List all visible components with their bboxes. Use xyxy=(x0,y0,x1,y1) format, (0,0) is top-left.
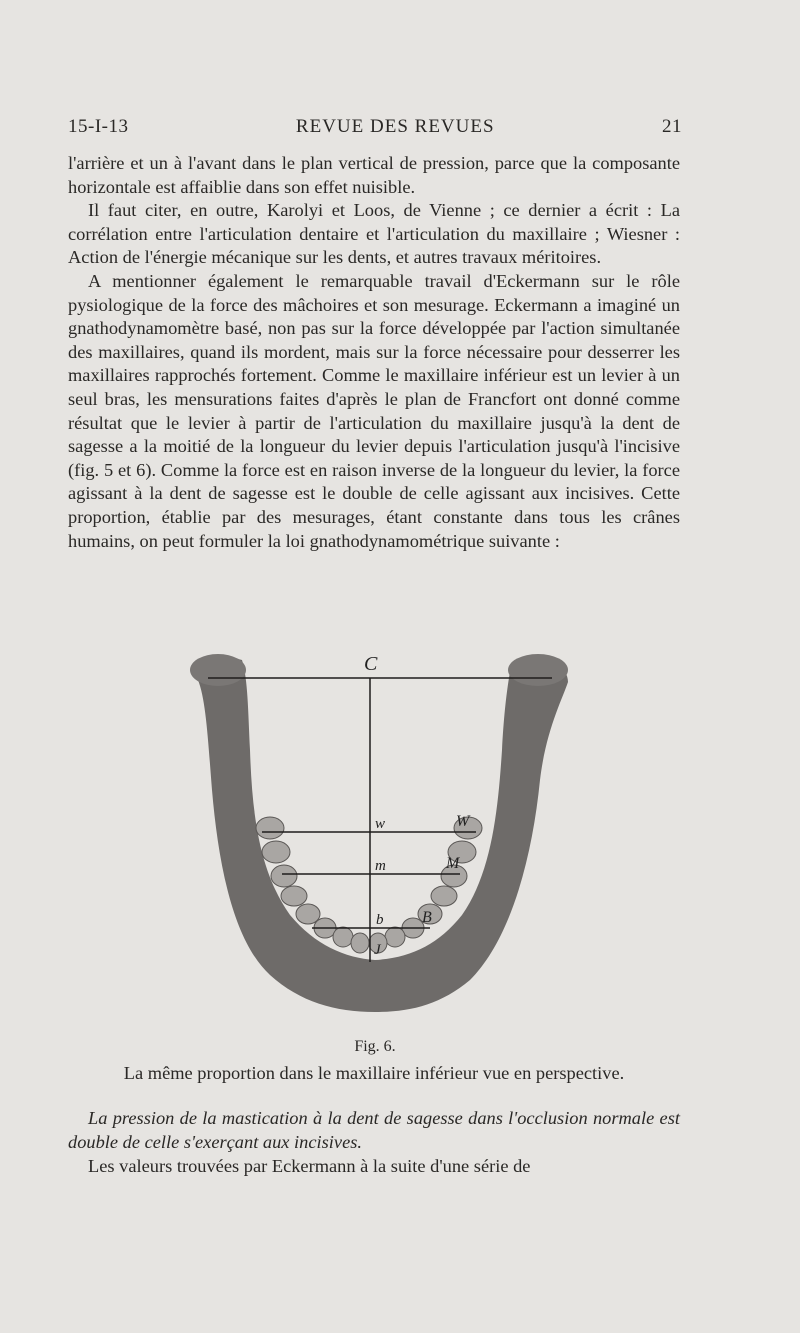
header-title: REVUE DES REVUES xyxy=(295,116,495,137)
figure-caption: La même proportion dans le maxillaire inférieur vue en perspective. xyxy=(123,1063,625,1083)
last-paragraph xyxy=(68,1154,680,1178)
last-paragraph-text: Les valeurs trouvées par Eckermann à la suite d'une série de xyxy=(88,1156,531,1176)
jaw-figure xyxy=(170,640,590,1035)
label-m-lower: m xyxy=(375,858,386,874)
body-text xyxy=(68,152,680,553)
label-j: J xyxy=(374,942,381,958)
paragraph: Il faut citer, en outre, Karolyi et Loos, de Vienne ; ce dernier a écrit : La corrélation entre l'articulation dentaire et l'articulation du maxillaire ; Wiesner : Action de l'énergie mécanique sur les dents, et autres travaux méritoires. xyxy=(68,200,680,268)
italic-statement-text: La pression de la mastication à la dent de sagesse dans l'occlusion normale est double de celle s'exerçant aux incisives. xyxy=(68,1108,680,1152)
mandible-shape xyxy=(196,657,568,1012)
figure-number: Fig. 6. xyxy=(354,1038,396,1055)
label-w-lower: w xyxy=(375,816,386,832)
label-b-upper: B xyxy=(422,909,432,926)
running-header xyxy=(68,116,682,138)
label-b-lower: b xyxy=(376,912,384,928)
label-c: C xyxy=(364,653,378,675)
paragraph: A mentionner également le remarquable travail d'Eckermann sur le rôle pysiologique de la force des mâchoires et son mesurage. Eckermann a imaginé un gnathodynamomètre basé, non pas sur la force développée par l'action simultanée des maxillaires, quand ils mordent, mais sur la force nécessaire pour desserrer les maxillaires rapprochés fortement. Comme le maxillaire inférieur est un levier à un seul bras, les mensurations faites d'après le plan de Francfort ont donné comme résultat que le levier à partir de l'articulation du maxillaire jusqu'à la dent de sagesse a la moitié de la longueur du levier depuis l'articulation jusqu'à l'incisive (fig. 5 et 6). Comme la force est en raison inverse de la longueur du levier, la force agissant à la dent de sagesse est le double de celle agissant aux incisives. Cette proportion, établie par des mesurages, étant constante dans tous les crânes humains, on peut formuler la loi gnathodynamométrique suivante : xyxy=(68,270,680,551)
right-condyle xyxy=(508,654,568,686)
paragraph: l'arrière et un à l'avant dans le plan vertical de pression, parce que la composante horizontale est affaiblie dans son effet nuisible. xyxy=(68,153,680,197)
label-m-upper: M xyxy=(446,855,460,872)
header-date: 15-I-13 xyxy=(68,116,129,137)
label-w-upper: W xyxy=(456,813,470,830)
italic-statement xyxy=(68,1106,680,1154)
mandible-illustration xyxy=(170,640,590,1035)
page-number: 21 xyxy=(661,116,682,137)
left-condyle xyxy=(190,654,246,686)
